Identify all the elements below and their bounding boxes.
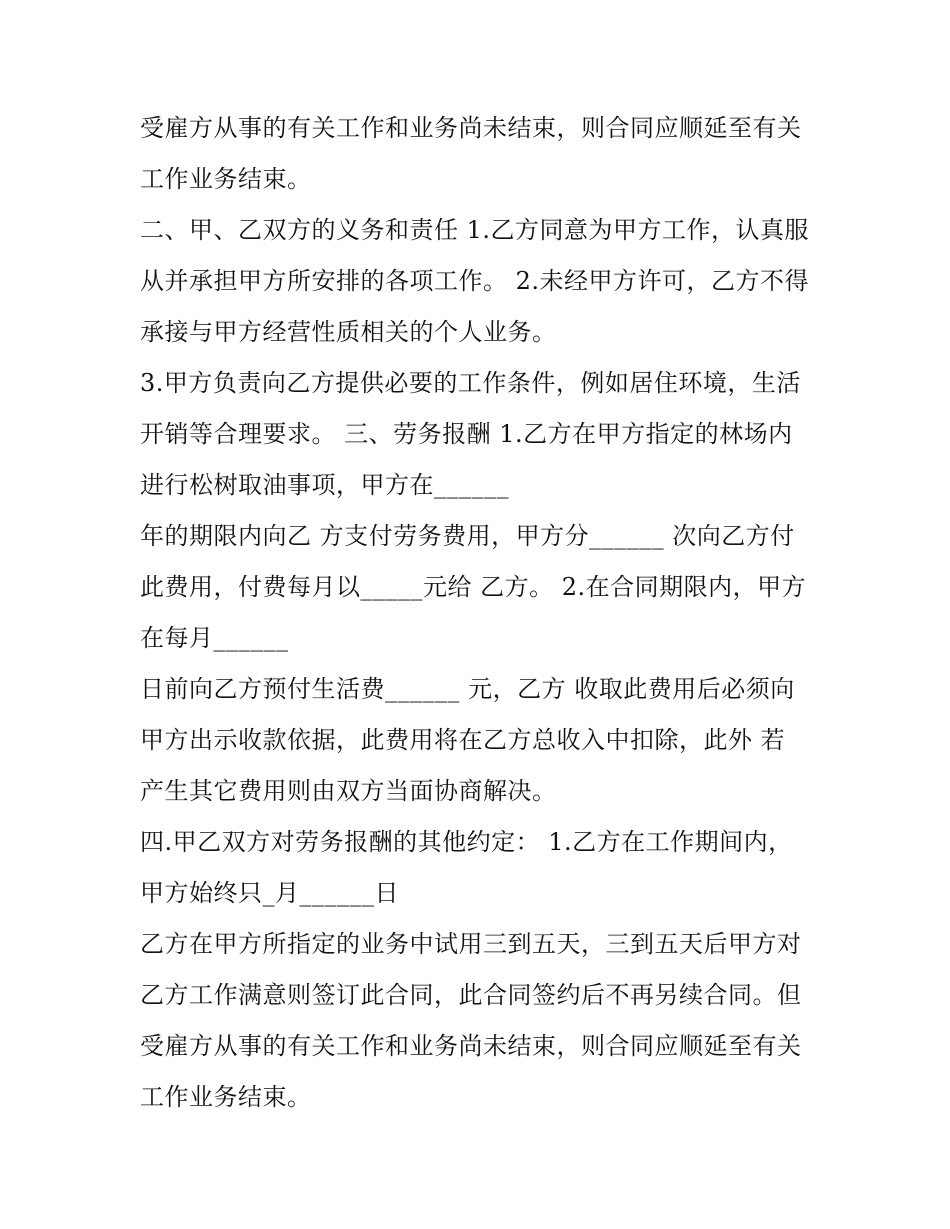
text-line: 二、甲、乙双方的义务和责任 1.乙方同意为甲方工作，认真服 bbox=[140, 216, 810, 244]
text-line: 日前向乙方预付生活费______ 元，乙方 收取此费用后必须向 bbox=[140, 675, 795, 703]
text-line: 乙方工作满意则签订此合同，此合同签约后不再另续合同。但 bbox=[140, 981, 802, 1009]
text-line: 乙方在甲方所指定的业务中试用三到五天，三到五天后甲方对 bbox=[140, 930, 802, 958]
text-line: 受雇方从事的有关工作和业务尚未结束，则合同应顺延至有关 bbox=[140, 1032, 802, 1060]
text-line: 工作业务结束。 bbox=[140, 165, 312, 193]
text-line: 从并承担甲方所安排的各项工作。 2.未经甲方许可，乙方不得 bbox=[140, 267, 810, 295]
text-line: 在每月______ bbox=[140, 624, 289, 652]
text-line: 甲方始终只_月______日 bbox=[140, 879, 399, 907]
text-line: 受雇方从事的有关工作和业务尚未结束，则合同应顺延至有关 bbox=[140, 114, 802, 142]
text-line: 产生其它费用则由双方当面协商解决。 bbox=[140, 777, 557, 805]
text-line: 年的期限内向乙 方支付劳务费用，甲方分______ 次向乙方付 bbox=[140, 522, 795, 550]
text-line: 进行松树取油事项，甲方在______ bbox=[140, 471, 509, 499]
text-line: 甲方出示收款依据，此费用将在乙方总收入中扣除，此外 若 bbox=[140, 726, 786, 754]
text-line: 3.甲方负责向乙方提供必要的工作条件，例如居住环境，生活 bbox=[140, 369, 801, 397]
document-body bbox=[140, 103, 820, 1123]
text-line: 承接与甲方经营性质相关的个人业务。 bbox=[140, 318, 557, 346]
text-line: 开销等合理要求。 三、劳务报酬 1.乙方在甲方指定的林场内 bbox=[140, 420, 793, 448]
text-line: 四.甲乙双方对劳务报酬的其他约定： 1.乙方在工作期间内， bbox=[140, 828, 793, 856]
text-line: 工作业务结束。 bbox=[140, 1083, 312, 1111]
text-line: 此费用，付费每月以_____元给 乙方。 2.在合同期限内，甲方 bbox=[140, 573, 807, 601]
